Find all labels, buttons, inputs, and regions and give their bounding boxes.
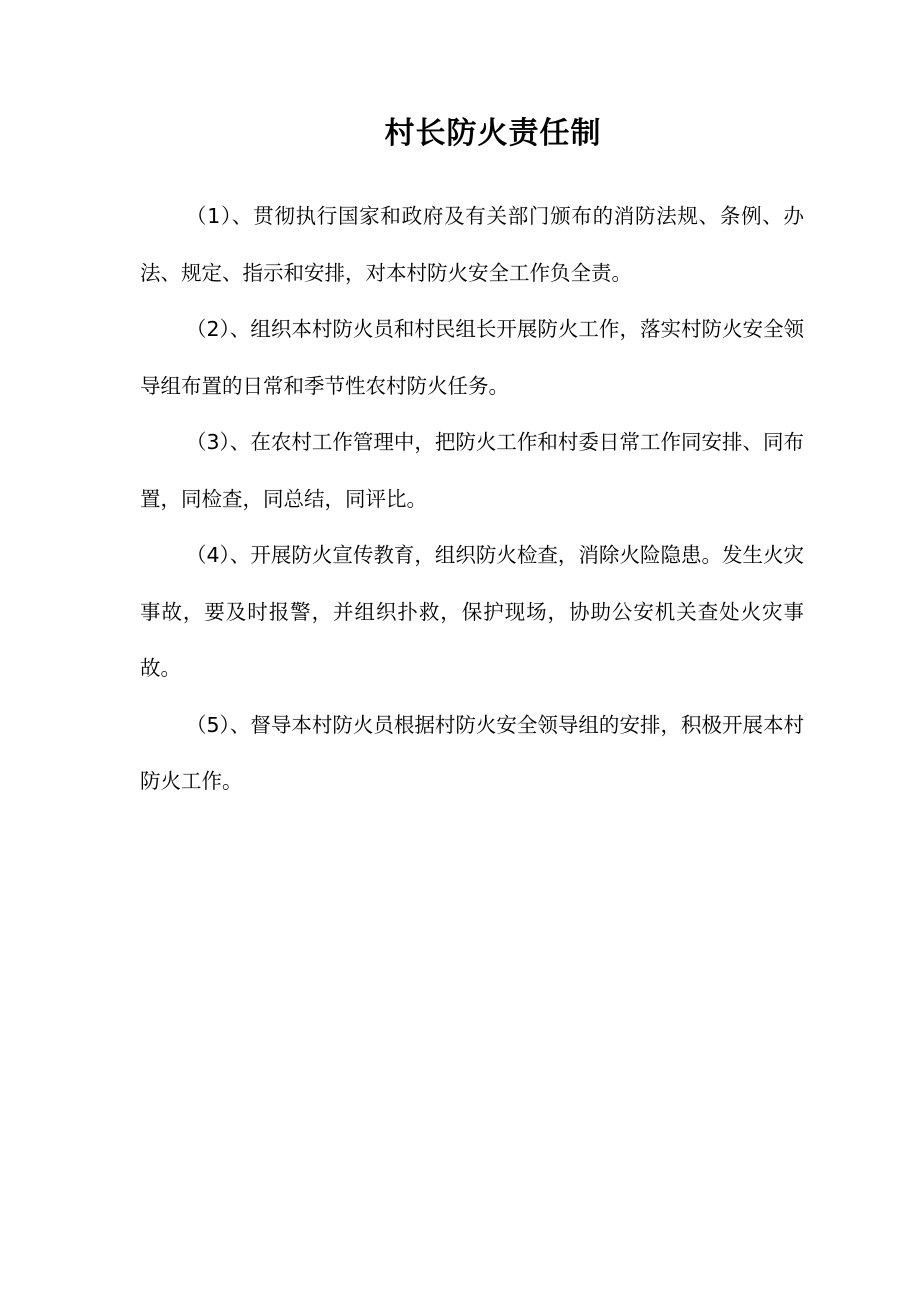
document-title: 村长防火责任制 (384, 116, 602, 151)
paragraph-1: （1）、贯彻执行国家和政府及有关部门颁布的消防法规、条例、办法、规定、指示和安排，对本村防火安全工作负全责。 (140, 204, 804, 285)
document-body (140, 188, 804, 810)
paragraph-5: （5）、督导本村防火员根据村防火安全领导组的安排，积极开展本村防火工作。 (140, 712, 804, 793)
paragraph-3: （3）、在农村工作管理中，把防火工作和村委日常工作同安排、同布置，同检查，同总结，同评比。 (140, 430, 804, 511)
paragraph-4: （4）、开展防火宣传教育，组织防火检查，消除火险隐患。发生火灾事故，要及时报警，并组织扑救，保护现场，协助公安机关查处火灾事故。 (140, 543, 804, 680)
paragraph-2: （2）、组织本村防火员和村民组长开展防火工作，落实村防火安全领导组布置的日常和季节性农村防火任务。 (140, 317, 804, 398)
